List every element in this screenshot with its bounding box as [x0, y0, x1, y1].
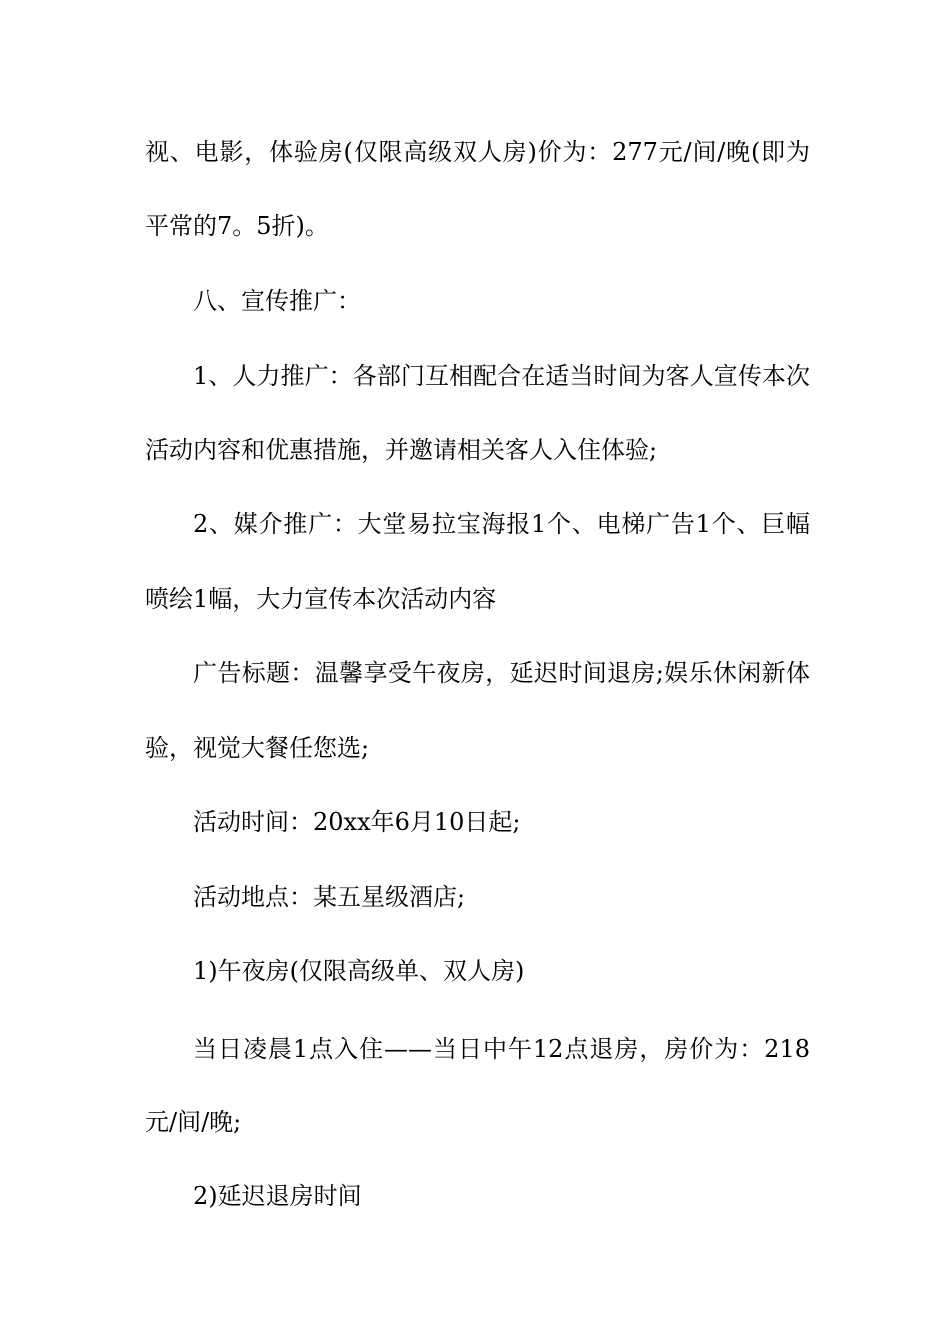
text-line: 活动地点：某五星级酒店;: [193, 883, 466, 911]
text-line: 元/间/晚;: [145, 1108, 242, 1136]
text-line: 当日凌晨1点入住——当日中午12点退房，房价为：218: [193, 1035, 810, 1063]
text-line: 视、电影，体验房(仅限高级双人房)价为：277元/间/晚(即为: [145, 138, 810, 166]
text-line: 1)午夜房(仅限高级单、双人房): [193, 957, 525, 985]
text-line: 平常的7。5折)。: [145, 212, 329, 240]
text-line: 1、人力推广：各部门互相配合在适当时间为客人宣传本次: [193, 362, 810, 390]
text-line: 验，视觉大餐任您选;: [145, 734, 370, 762]
text-line: 广告标题：温馨享受午夜房，延迟时间退房;娱乐休闲新体: [193, 659, 810, 687]
text-line: 2、媒介推广：大堂易拉宝海报1个、电梯广告1个、巨幅: [193, 510, 810, 538]
text-line: 2)延迟退房时间: [193, 1182, 362, 1210]
text-line: 喷绘1幅，大力宣传本次活动内容: [145, 585, 497, 613]
text-line: 活动时间：20xx年6月10日起;: [193, 808, 521, 836]
section-heading: 八、宣传推广：: [193, 287, 361, 315]
text-line: 活动内容和优惠措施，并邀请相关客人入住体验;: [145, 436, 658, 464]
